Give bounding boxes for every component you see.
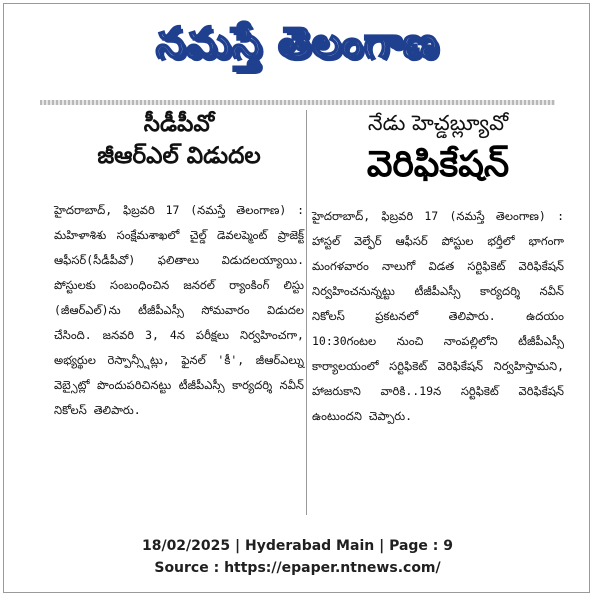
right-article-body: హైదరాబాద్, ఫిబ్రవరి 17 (నమస్తే తెలంగాణ) : హాస్టల్ వెల్ఫేర్ ఆఫీసర్ పోస్టుల భర్తీలో భాగంగా మంగళవారం నాలుగో విడత సర్టిఫికెట్ వెరిఫికేషన్ నిర్వహించనున్నట్టు టీజీపీఎస్సీ కార్యదర్శి నవీన్ నికోలస్ ప్రకటనలో తెలిపారు. ఉదయం 10:30గంటల నుంచి నాంపల్లిలోని టీజీపీఎస్సీ కార్యాలయంలో సర్టిఫికెట్ వెరిఫికేషన్ నిర్వహిస్తామని, హాజరుకాని వారికి..19న సర్టిఫికెట్ వెరిఫికేషన్ ఉంటుందని చెప్పారు. [312, 209, 564, 423]
right-kicker: నేడు హెచ్డబ్ల్యూవో [367, 111, 509, 135]
left-headline-line2: జీఆర్ఎల్ విడుదల [97, 143, 261, 169]
source-link[interactable]: Source : https://epaper.ntnews.com/ [154, 560, 441, 576]
right-headline: వెరిఫికేషన్ [366, 144, 510, 185]
newspaper-masthead: నమస్తే తెలంగాణ [155, 18, 440, 67]
left-headline-line1: సీడీపీవో [143, 111, 215, 137]
column-divider [306, 110, 307, 515]
masthead-rule [40, 100, 555, 105]
edition-info: 18/02/2025 | Hyderabad Main | Page : 9 [141, 538, 454, 554]
left-article-body: హైదరాబాద్, ఫిబ్రవరి 17 (నమస్తే తెలంగాణ) : మహిళాశిశు సంక్షేమశాఖలో చైల్డ్ డెవలప్మెంట్ ప్రాజెక్ట్ ఆఫీసర్(సీడీపీవో) ఫలితాలు విడుదలయ్యాయి. పోస్టులకు సంబంధించిన జనరల్ ర్యాంకింగ్ లిస్టు (జీఆర్ఎల్)ను టీజీపీఎస్సీ సోమవారం విడుదల చేసింది. జనవరి 3, 4న పరీక్షలు నిర్వహించగా, అభ్యర్థుల రెస్పాన్స్షీట్లు, ఫైనల్ 'కీ', జీఆర్ఎల్ను వెబ్సైట్లో పొందుపరిచినట్టు టీజీపీఎస్సీ కార్యదర్శి నవీన్ నికోలస్ తెలిపారు. [54, 203, 304, 417]
right-article [312, 108, 564, 429]
left-article [54, 108, 304, 423]
